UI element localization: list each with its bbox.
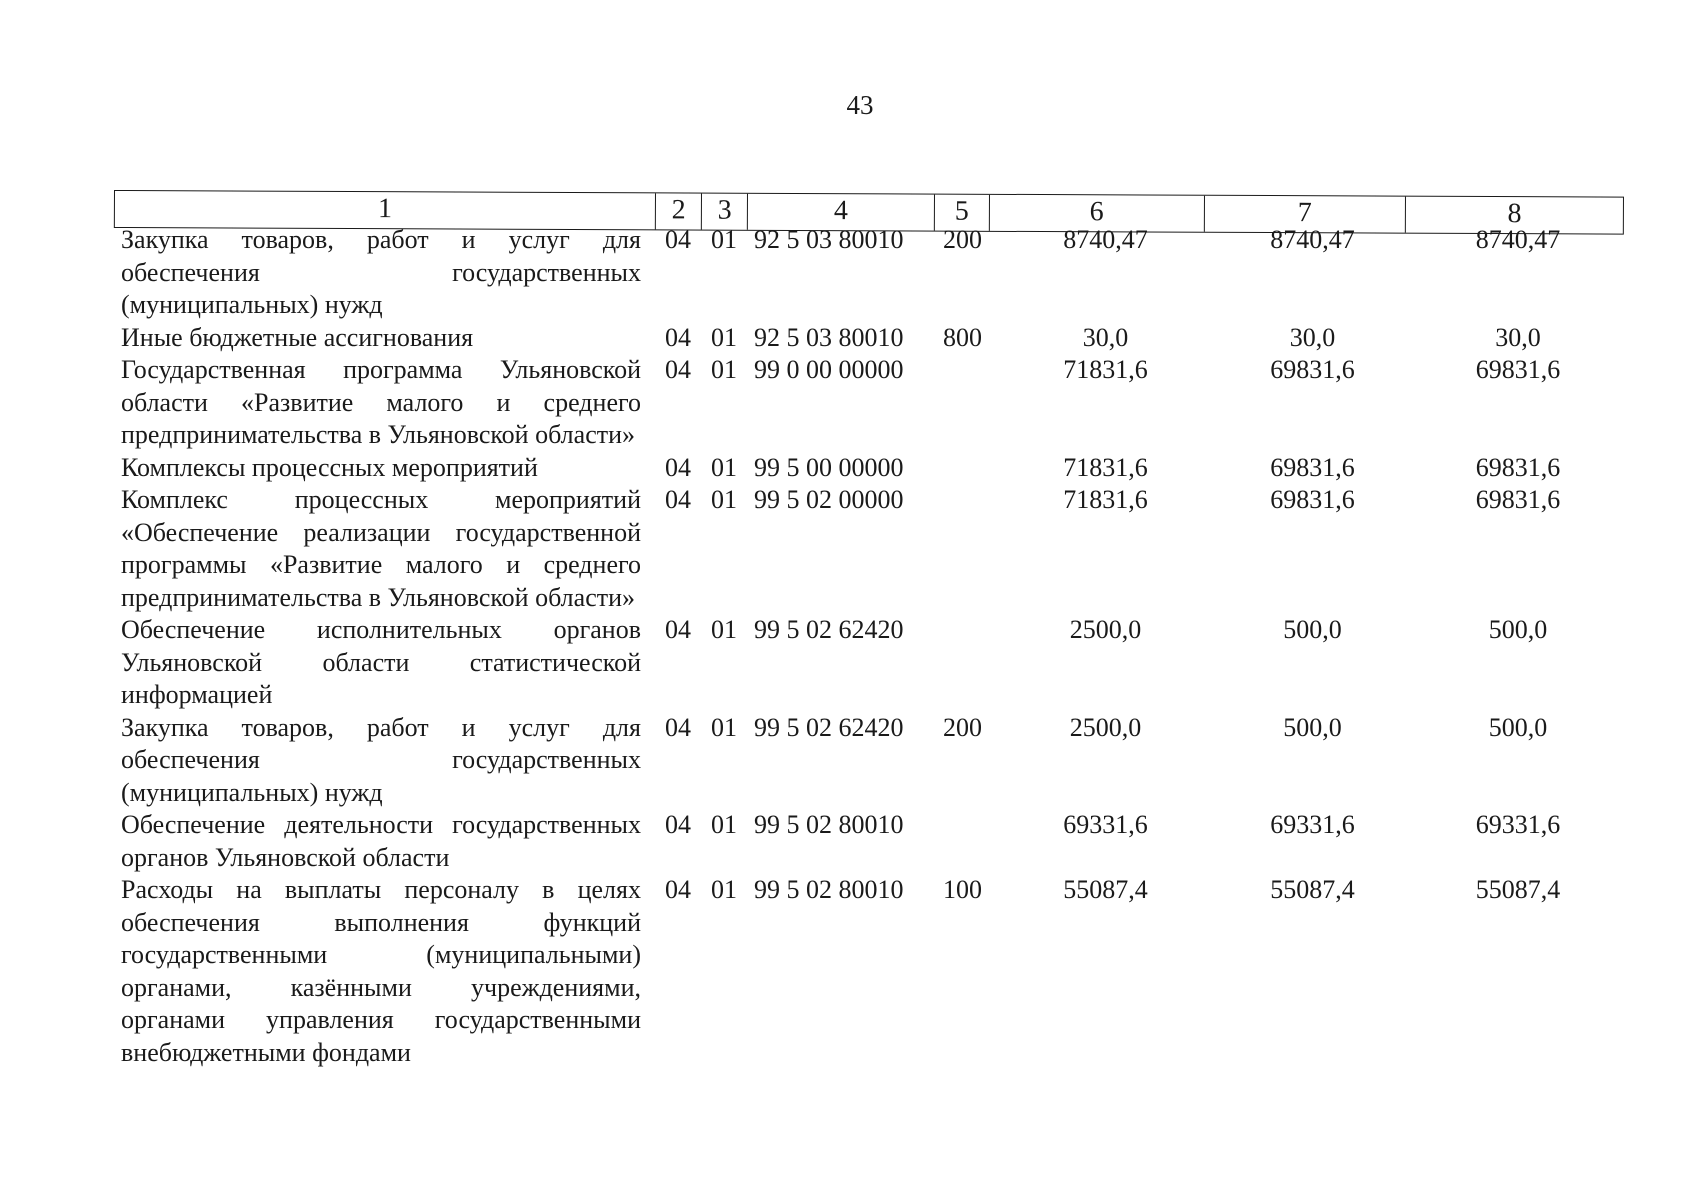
row-value-7: 8740,47 bbox=[1270, 225, 1355, 254]
table-row bbox=[121, 712, 1641, 810]
header-cell-1: 1 bbox=[115, 191, 656, 229]
row-target-article: 92 5 03 80010 bbox=[754, 322, 904, 352]
row-value-8: 69831,6 bbox=[1475, 485, 1561, 514]
row-name: Обеспечение деятельности государственных органов Ульяновской области bbox=[121, 810, 641, 872]
header-cell-8: 8 bbox=[1507, 198, 1522, 230]
header-cell-4: 4 bbox=[748, 194, 935, 231]
row-expense-type: 200 bbox=[943, 712, 982, 742]
row-value-8: 500,0 bbox=[1488, 615, 1548, 644]
header-cell-5: 5 bbox=[935, 195, 990, 231]
table-row bbox=[121, 809, 1641, 874]
row-value-8: 30,0 bbox=[1495, 322, 1541, 352]
table-row bbox=[121, 224, 1641, 322]
row-target-article: 99 5 02 62420 bbox=[754, 712, 904, 742]
row-value-6: 69331,6 bbox=[1063, 810, 1148, 839]
row-value-7: 500,0 bbox=[1283, 615, 1342, 644]
row-expense-type: 200 bbox=[943, 225, 982, 254]
row-section: 04 bbox=[665, 810, 691, 839]
row-section: 04 bbox=[665, 355, 691, 384]
row-value-6: 55087,4 bbox=[1063, 875, 1148, 904]
header-cell-7: 7 bbox=[1204, 196, 1406, 233]
row-subsection: 01 bbox=[711, 615, 737, 644]
row-value-7: 69831,6 bbox=[1270, 452, 1355, 482]
row-value-6: 71831,6 bbox=[1063, 485, 1148, 514]
row-name: Обеспечение исполнительных органов Ульяновской области статистической информацией bbox=[121, 615, 641, 709]
row-name: Расходы на выплаты персоналу в целях обеспечения выполнения функций государственными (муниципальными) органами, казёнными учреждениями, органами управления государственными внебюджетными фондами bbox=[121, 875, 641, 1067]
row-section: 04 bbox=[665, 452, 691, 482]
row-section: 04 bbox=[665, 485, 691, 514]
row-value-7: 69831,6 bbox=[1270, 485, 1355, 514]
row-target-article: 99 0 00 00000 bbox=[754, 355, 904, 384]
row-subsection: 01 bbox=[711, 225, 737, 254]
row-name: Закупка товаров, работ и услуг для обеспечения государственных (муниципальных) нужд bbox=[121, 225, 641, 319]
row-value-8: 69831,6 bbox=[1475, 355, 1561, 384]
row-section: 04 bbox=[665, 712, 691, 742]
row-value-6: 71831,6 bbox=[1063, 452, 1148, 482]
page-number: 43 bbox=[846, 90, 874, 120]
row-target-article: 92 5 03 80010 bbox=[754, 225, 904, 254]
row-expense-type: 100 bbox=[943, 875, 982, 904]
row-subsection: 01 bbox=[711, 810, 737, 839]
row-subsection: 01 bbox=[711, 322, 737, 352]
header-cell-6: 6 bbox=[990, 195, 1205, 232]
row-target-article: 99 5 00 00000 bbox=[754, 452, 904, 482]
row-value-8: 8740,47 bbox=[1475, 225, 1561, 254]
row-value-8: 55087,4 bbox=[1475, 875, 1561, 904]
row-value-7: 500,0 bbox=[1283, 712, 1342, 742]
row-target-article: 99 5 02 80010 bbox=[754, 810, 904, 839]
table-row bbox=[121, 614, 1641, 712]
row-value-8: 69831,6 bbox=[1475, 452, 1561, 482]
header-cell-2: 2 bbox=[656, 193, 702, 229]
row-value-6: 71831,6 bbox=[1063, 355, 1148, 384]
row-name: Комплекс процессных мероприятий «Обеспечение реализации государственной программы «Развитие малого и среднего предпринимательства в Ульяновской области» bbox=[121, 485, 641, 612]
row-subsection: 01 bbox=[711, 712, 737, 742]
row-subsection: 01 bbox=[711, 485, 737, 514]
row-name: Государственная программа Ульяновской области «Развитие малого и среднего предпринимательства в Ульяновской области» bbox=[121, 355, 641, 449]
table-row bbox=[121, 322, 1641, 355]
row-expense-type: 800 bbox=[943, 322, 982, 352]
table-row bbox=[121, 484, 1641, 614]
row-name: Закупка товаров, работ и услуг для обеспечения государственных (муниципальных) нужд bbox=[121, 712, 641, 807]
row-subsection: 01 bbox=[711, 355, 737, 384]
row-value-6: 2500,0 bbox=[1069, 615, 1142, 644]
row-section: 04 bbox=[665, 322, 691, 352]
row-name: Комплексы процессных мероприятий bbox=[121, 452, 538, 482]
table-row bbox=[121, 354, 1641, 452]
row-value-6: 30,0 bbox=[1082, 322, 1129, 352]
row-target-article: 99 5 02 62420 bbox=[754, 615, 904, 644]
row-section: 04 bbox=[665, 615, 691, 644]
row-value-7: 30,0 bbox=[1289, 322, 1336, 352]
table-row bbox=[121, 874, 1641, 1069]
row-value-8: 69331,6 bbox=[1475, 810, 1561, 839]
row-value-8: 500,0 bbox=[1488, 712, 1548, 742]
row-value-7: 55087,4 bbox=[1270, 875, 1355, 904]
table-body bbox=[121, 224, 1641, 1069]
header-cell-3: 3 bbox=[702, 194, 748, 230]
row-section: 04 bbox=[665, 875, 691, 904]
row-target-article: 99 5 02 80010 bbox=[754, 875, 904, 904]
row-subsection: 01 bbox=[711, 452, 737, 482]
row-value-6: 8740,47 bbox=[1063, 225, 1148, 254]
row-subsection: 01 bbox=[711, 875, 737, 904]
row-section: 04 bbox=[665, 225, 691, 254]
row-name: Иные бюджетные ассигнования bbox=[121, 322, 474, 352]
row-value-7: 69831,6 bbox=[1270, 355, 1355, 384]
table-row bbox=[121, 452, 1641, 485]
row-target-article: 99 5 02 00000 bbox=[754, 485, 904, 514]
row-value-7: 69331,6 bbox=[1270, 810, 1355, 839]
row-value-6: 2500,0 bbox=[1069, 712, 1142, 742]
